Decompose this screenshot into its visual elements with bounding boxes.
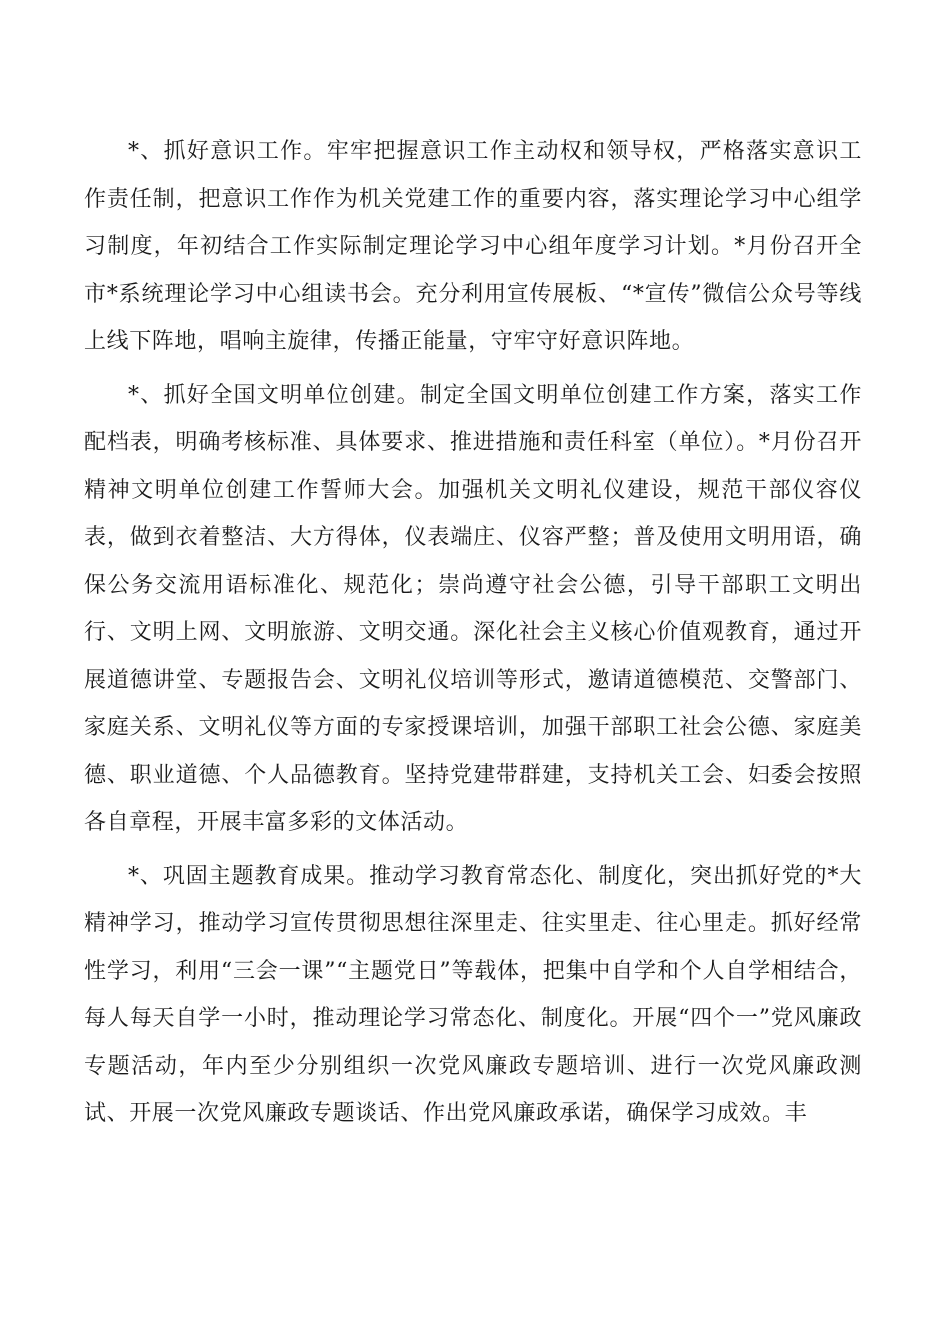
paragraph-civilized-unit: *、抓好全国文明单位创建。制定全国文明单位创建工作方案，落实工作配档表，明确考核标准、具体要求、推进措施和责任科室（单位）。*月份召开精神文明单位创建工作誓师大会。加强机关文明礼仪建设，规范干部仪容仪表，做到衣着整洁、大方得体，仪表端庄、仪容严整；普及使用文明用语，确保公务交流用语标准化、规范化；崇尚遵守社会公德，引导干部职工文明出行、文明上网、文明旅游、文明交通。深化社会主义核心价值观教育，通过开展道德讲堂、专题报告会、文明礼仪培训等形式，邀请道德模范、交警部门、家庭关系、文明礼仪等方面的专家授课培训，加强干部职工社会公德、家庭美德、职业道德、个人品德教育。坚持党建带群建，支持机关工会、妇委会按照各自章程，开展丰富多彩的文体活动。 — [84, 382, 862, 835]
paragraph-ideology-work: *、抓好意识工作。牢牢把握意识工作主动权和领导权，严格落实意识工作责任制，把意识工作作为机关党建工作的重要内容，落实理论学习中心组学习制度，年初结合工作实际制定理论学习中心组年度学习计划。*月份召开全市*系统理论学习中心组读书会。充分利用宣传展板、“*宣传”微信公众号等线上线下阵地，唱响主旋律，传播正能量，守牢守好意识阵地。 — [84, 139, 862, 354]
paragraph-theme-education: *、巩固主题教育成果。推动学习教育常态化、制度化，突出抓好党的*大精神学习，推动学习宣传贯彻思想往深里走、往实里走、往心里走。抓好经常性学习，利用“三会一课”“主题党日”等载体，把集中自学和个人自学相结合，每人每天自学一小时，推动理论学习常态化、制度化。开展“四个一”党风廉政专题活动，年内至少分别组织一次党风廉政专题培训、进行一次党风廉政测试、开展一次党风廉政专题谈话、作出党风廉政承诺，确保学习成效。丰 — [84, 863, 862, 1126]
document-body — [84, 128, 862, 1144]
